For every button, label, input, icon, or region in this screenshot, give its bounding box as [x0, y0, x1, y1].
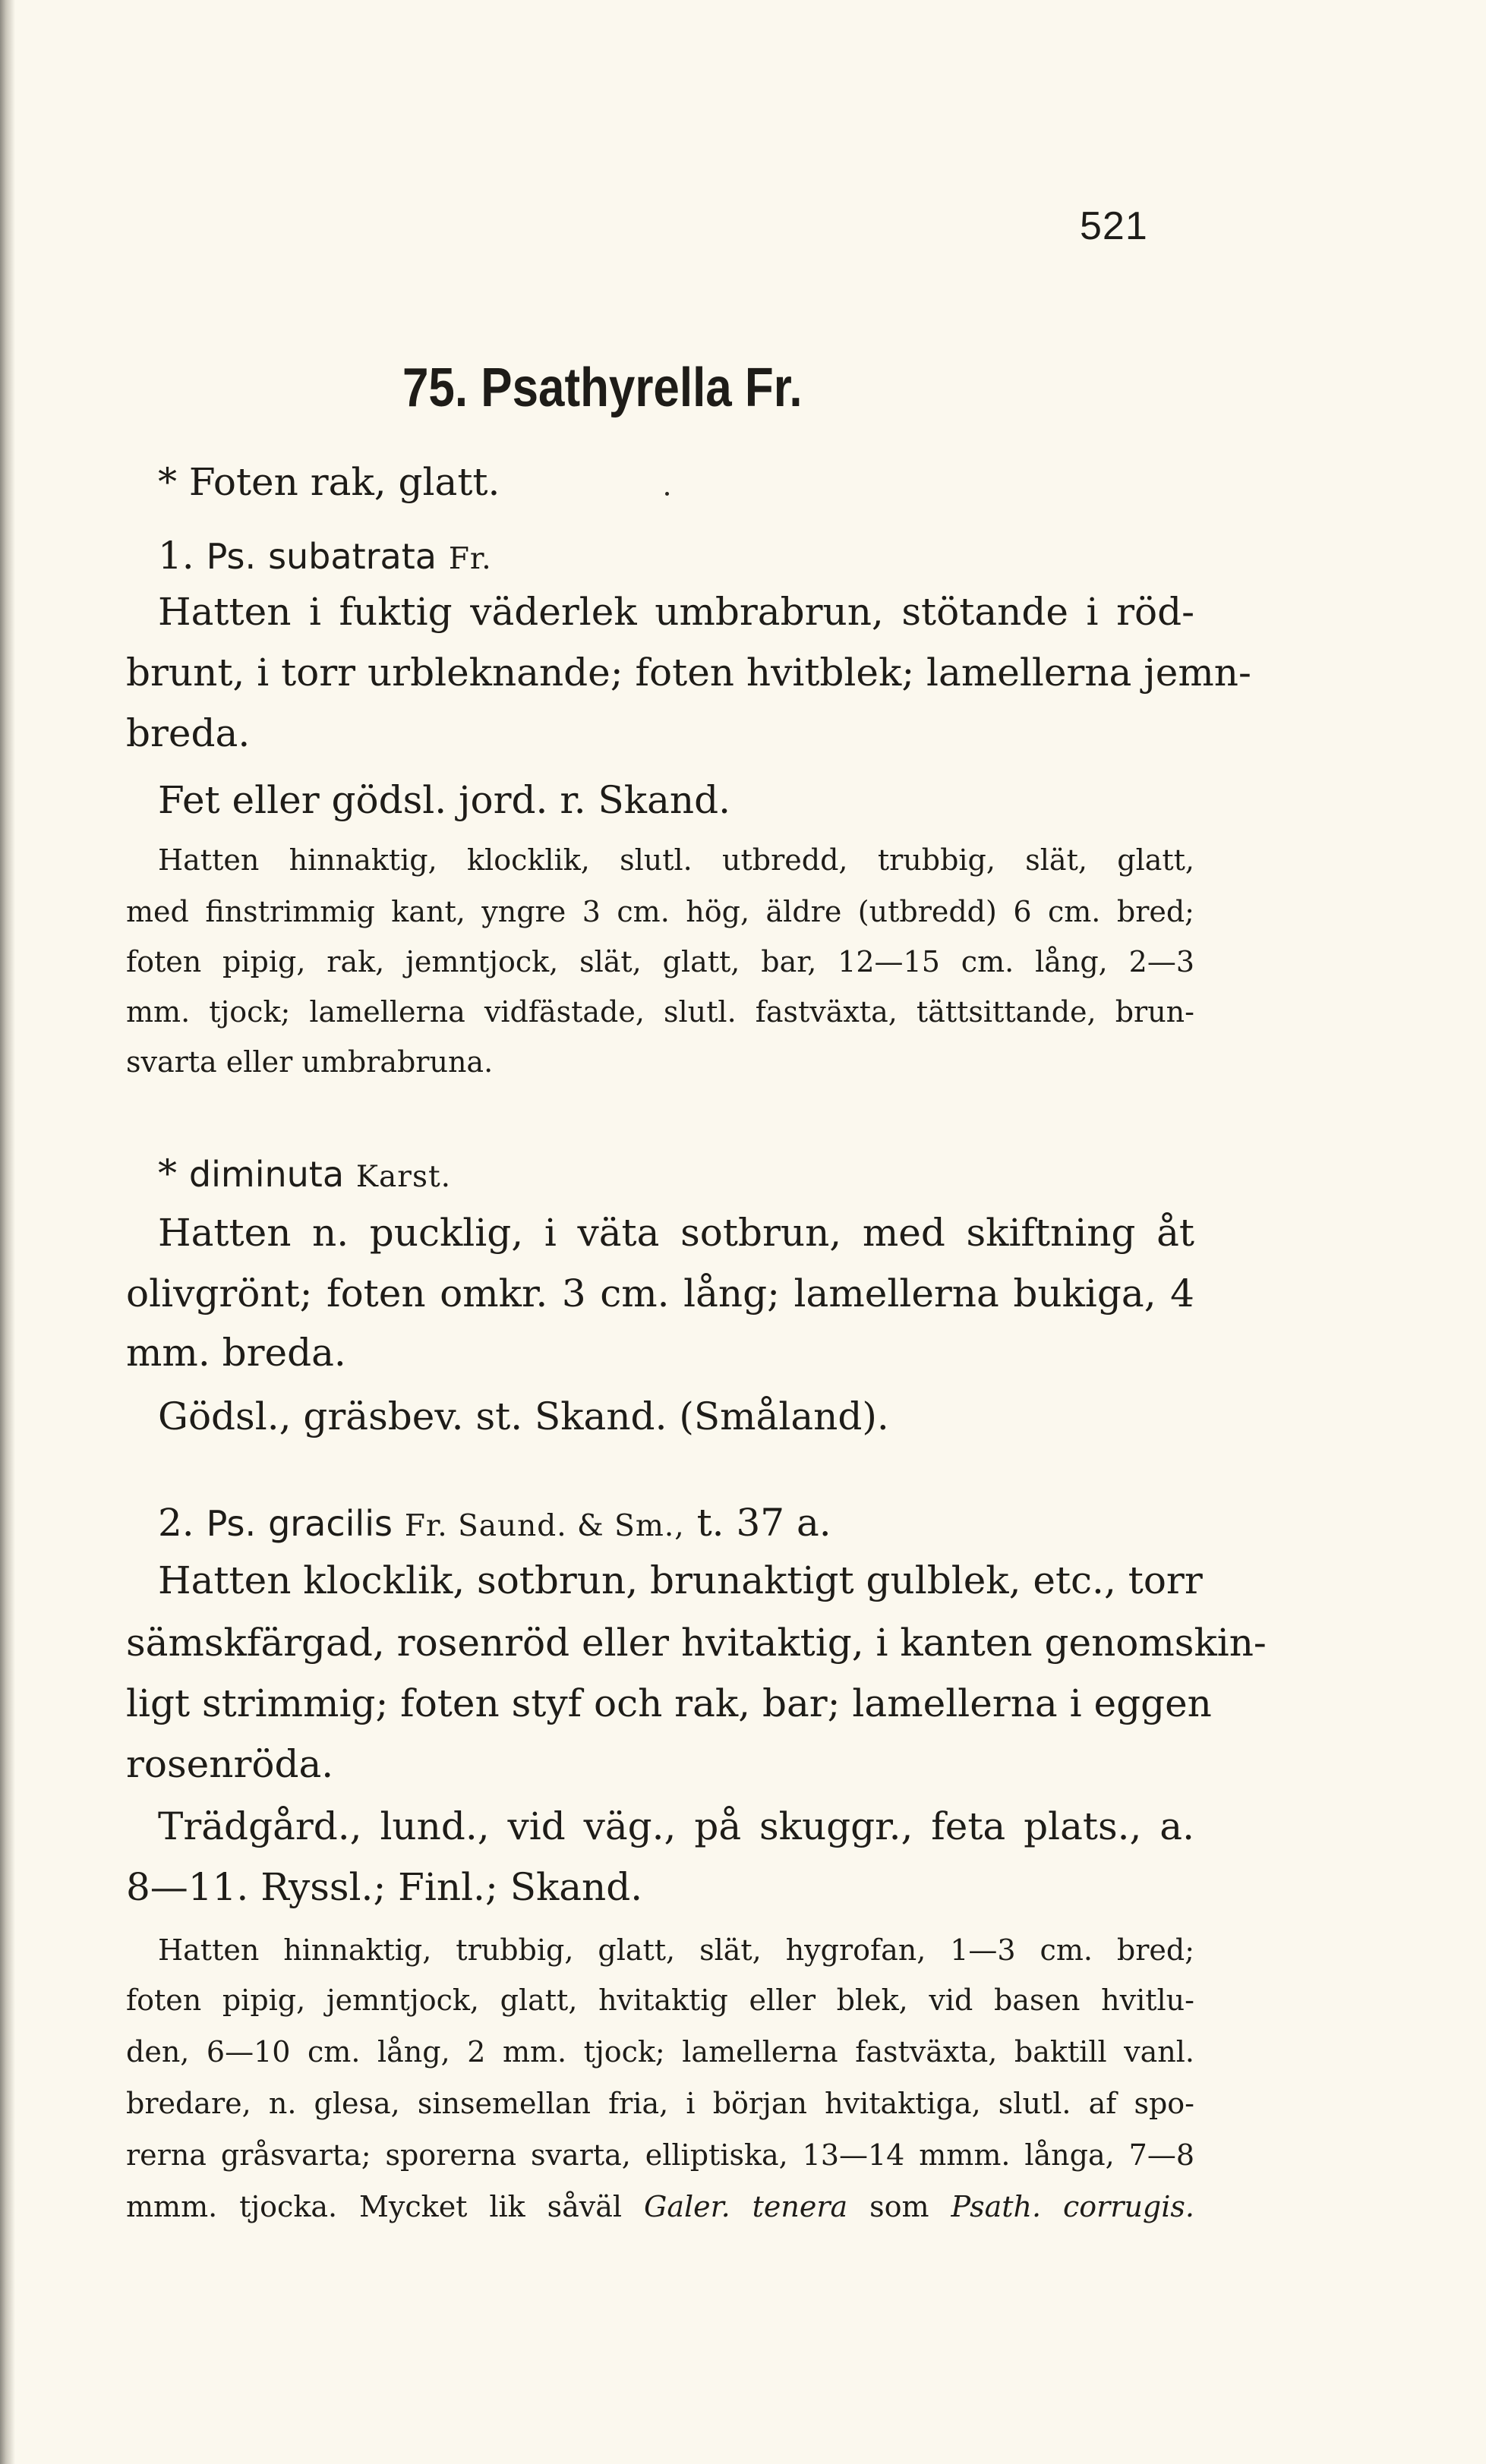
species-1-desc-line-2: brunt, i torr urbleknande; foten hvitblek; lamellerna jemn- — [126, 651, 1251, 695]
species-2-detail-line-4: bredare, n. glesa, sinsemellan fria, i början hvitaktiga, slutl. af spo- — [126, 2087, 1194, 2120]
page-number: 521 — [1080, 204, 1148, 248]
species-2-connector: som — [869, 2190, 929, 2223]
species-1-desc-line-3: breda. — [126, 711, 251, 755]
species-1-detail-line-5: svarta eller umbrabruna. — [126, 1045, 494, 1079]
species-2-habitat-line-2: 8—11. Ryssl.; Finl.; Skand. — [126, 1865, 643, 1909]
variety-title — [158, 1151, 451, 1200]
species-2-detail-line-6 — [126, 2189, 1194, 2224]
variety-author: Karst. — [355, 1160, 452, 1194]
variety-name: diminuta — [188, 1154, 345, 1195]
species-2-abbr: Ps. — [206, 1503, 257, 1544]
page-edge-shadow — [0, 0, 15, 2464]
species-2-ref-1: Galer. tenera — [644, 2190, 848, 2223]
species-2-desc-line-4: rosenröda. — [126, 1742, 334, 1786]
species-1-desc-line-1: Hatten i fuktig väderlek umbrabrun, stötande i röd- — [158, 590, 1194, 634]
species-2-last-text: mmm. tjocka. Mycket lik såväl — [126, 2190, 623, 2223]
species-2-title — [158, 1500, 831, 1549]
species-1-name: subatrata — [268, 536, 437, 577]
species-2-number: 2. — [158, 1501, 194, 1545]
species-2-desc-line-1: Hatten klocklik, sotbrun, brunaktigt gulblek, etc., torr — [158, 1558, 1203, 1602]
species-1-detail-line-2: med finstrimmig kant, yngre 3 cm. hög, äldre (utbredd) 6 cm. bred; — [126, 895, 1194, 928]
stray-dot — [665, 492, 669, 496]
species-2-plate: t. 37 a. — [696, 1501, 831, 1545]
species-1-detail-line-3: foten pipig, rak, jemntjock, slät, glatt, bar, 12—15 cm. lång, 2—3 — [126, 945, 1194, 978]
species-1-author: Fr. — [448, 542, 492, 576]
section-marker: * Foten rak, glatt. — [158, 460, 500, 504]
species-2-detail-line-2: foten pipig, jemntjock, glatt, hvitaktig eller blek, vid basen hvitlu- — [126, 1983, 1194, 2017]
species-2-author: Fr. Saund. & Sm., — [404, 1509, 685, 1543]
variety-marker: * — [158, 1152, 177, 1196]
species-2-ref-2: Psath. corrugis. — [951, 2190, 1194, 2223]
species-2-detail-line-5: rerna gråsvarta; sporerna svarta, elliptiska, 13—14 mmm. långa, 7—8 — [126, 2138, 1194, 2172]
species-2-desc-line-2: sämskfärgad, rosenröd eller hvitaktig, i kanten genomskin- — [126, 1621, 1267, 1665]
variety-desc-line-3: mm. breda. — [126, 1331, 346, 1375]
variety-habitat: Gödsl., gräsbev. st. Skand. (Småland). — [158, 1394, 889, 1438]
species-1-abbr: Ps. — [206, 536, 257, 577]
variety-desc-line-2: olivgrönt; foten omkr. 3 cm. lång; lamellerna bukiga, 4 — [126, 1271, 1194, 1315]
species-2-detail-line-1: Hatten hinnaktig, trubbig, glatt, slät, hygrofan, 1—3 cm. bred; — [158, 1933, 1194, 1967]
species-1-number: 1. — [158, 534, 194, 578]
genus-heading: 75. Psathyrella Fr. — [402, 358, 803, 418]
species-1-detail-line-4: mm. tjock; lamellerna vidfästade, slutl. fastväxta, tättsittande, brun- — [126, 995, 1194, 1029]
species-1-title — [158, 533, 492, 582]
variety-desc-line-1: Hatten n. pucklig, i väta sotbrun, med skiftning åt — [158, 1211, 1194, 1255]
species-1-habitat: Fet eller gödsl. jord. r. Skand. — [158, 778, 731, 822]
species-2-desc-line-3: ligt strimmig; foten styf och rak, bar; lamellerna i eggen — [126, 1681, 1212, 1725]
species-2-name: gracilis — [268, 1503, 393, 1544]
species-1-detail-line-1: Hatten hinnaktig, klocklik, slutl. utbredd, trubbig, slät, glatt, — [158, 843, 1194, 877]
species-2-habitat-line-1: Trädgård., lund., vid väg., på skuggr., feta plats., a. — [158, 1804, 1194, 1848]
species-2-detail-line-3: den, 6—10 cm. lång, 2 mm. tjock; lamellerna fastväxta, baktill vanl. — [126, 2035, 1194, 2069]
